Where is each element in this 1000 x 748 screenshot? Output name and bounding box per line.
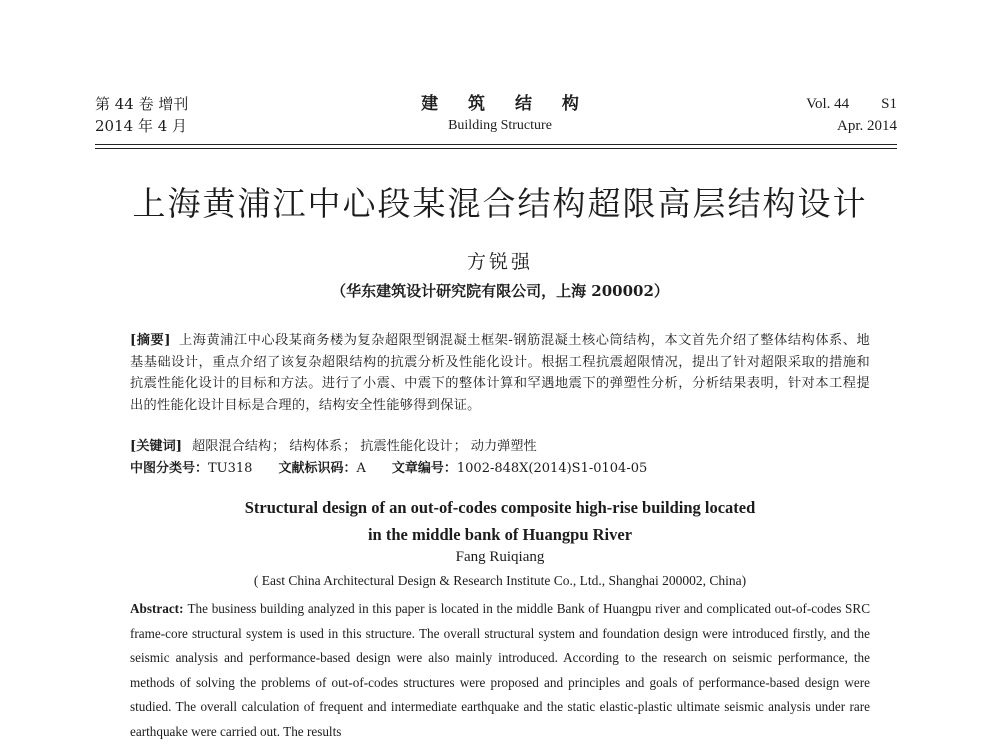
article-title-cn: 上海黄浦江中心段某混合结构超限高层结构设计: [132, 184, 868, 223]
abstract-en-label: Abstract:: [130, 601, 184, 616]
abstract-cn-text: 上海黄浦江中心段某商务楼为复杂超限型钢混凝土框架-钢筋混凝土核心筒结构，本文首先介绍了整体结构体系、地基基础设计，重点介绍了该复杂超限结构的抗震分析及性能化设计。根据工程抗震超限情况，提出了针对超限采取的措施和抗震性能化设计的目标和方法。进行了小震、中震下的整体计算和罕遇地震下的弹塑性分析，分析结果表明，针对本工程提出的性能化设计目标是合理的，结构安全性能够得到保证。: [130, 333, 870, 413]
affiliation-cn: （华东建筑设计研究院有限公司，上海 200002）: [331, 282, 669, 300]
journal-name-cn: 建 筑 结 构: [421, 94, 591, 114]
affiliation-en: ( East China Architectural Design & Research Institute Co., Ltd., Shanghai 200002, China): [253, 573, 747, 588]
author-en: Fang Ruiqiang: [455, 549, 545, 565]
clc-value: TU318: [208, 461, 253, 476]
keyword-cn: 超限混合结构: [192, 439, 272, 454]
date-en: Apr. 2014: [837, 118, 897, 134]
keyword-separator: ；: [453, 439, 467, 454]
article-no-value: 1002-848X(2014)S1-0104-05: [456, 461, 648, 476]
abstract-en: [130, 597, 870, 745]
keyword-separator: ；: [343, 439, 357, 454]
doc-code-label: 文献标识码：: [278, 461, 357, 476]
article-no-label: 文章编号：: [391, 461, 457, 476]
header-rule-thick: [95, 144, 897, 145]
title-en-line-2: in the middle bank of Huangpu River: [367, 525, 633, 544]
header-rule-thin: [95, 148, 897, 149]
abstract-en-text: The business building analyzed in this paper is located in the middle Bank of Huangpu river and complicated out-of-codes SRC frame-core structural system is used in this structure. The overall structural system and foundation design were introduced firstly, and the seismic analysis and performance-based design were also mainly introduced. According to the research on seismic performance, the methods of solving the problems of out-of-codes structures were proposed and principles and goals of performance-based design were studied. The overall calculation of frequent and intermediate earthquake and the static elastic-plastic ultimate seismic analysis under rare earthquake were carried out. The results: [130, 601, 870, 739]
keyword-separator: ；: [272, 439, 286, 454]
title-en-line-1: Structural design of an out-of-codes composite high-rise building located: [244, 498, 756, 517]
volume-cn: 第 44 卷 增刊: [95, 95, 189, 113]
date-cn: 2014 年 4 月: [95, 117, 188, 135]
author-cn: 方锐强: [466, 251, 533, 273]
keywords-cn-label: [关键词]: [130, 439, 183, 454]
journal-name-en: Building Structure: [448, 118, 552, 133]
keyword-cn: 结构体系: [289, 439, 343, 454]
keyword-cn: 抗震性能化设计: [360, 439, 453, 454]
header-center: [380, 93, 620, 137]
classification-line: [130, 458, 870, 480]
article-title-en: [0, 494, 1000, 548]
doc-code-value: A: [356, 461, 366, 476]
abstract-cn: [130, 330, 870, 416]
volume-en-line: [806, 93, 897, 115]
volume-en: Vol. 44: [806, 96, 850, 112]
abstract-cn-label: [摘要]: [130, 333, 171, 348]
header-left: [95, 93, 188, 137]
clc-label: 中图分类号：: [130, 461, 209, 476]
supplement-en: S1: [881, 96, 897, 112]
keyword-cn: 动力弹塑性: [470, 439, 537, 454]
keywords-cn: [130, 436, 870, 458]
header-right: [806, 93, 897, 137]
